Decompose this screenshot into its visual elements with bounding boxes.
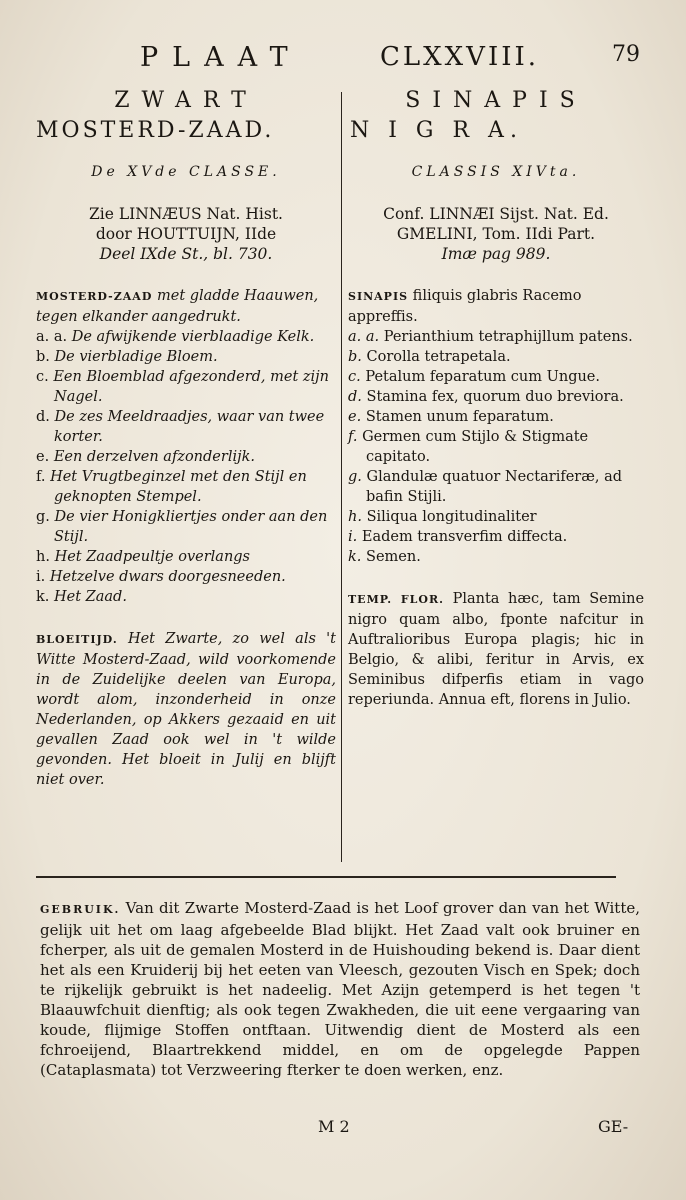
list-item: f. Germen cum Stijlo & Stigmate capitato. [348,429,589,465]
dutch-class: De XVde CLASSE. [91,164,281,180]
latin-class: CLASSIS XIVta. [411,164,581,180]
list-item: d. De zes Meeldraadjes, waar van twee korter. [36,409,325,445]
list-item: g. Glandulæ quatuor Nectariferæ, ad bafin Stijli. [348,469,623,505]
list-item: g. De vier Honigkliertjes onder aan den Stijl. [36,509,328,545]
list-item: h. Siliqua longitudinaliter [348,509,537,525]
latin-reference-line3: Imæ pag 989. [441,245,551,263]
list-item: i. Eadem transverfim diffecta. [348,529,568,545]
usage-lead: GEBRUIK. [40,903,121,916]
latin-flowering-text: Planta hæc, tam Semine nigro quam albo, fponte nafcitur in Auftralioribus Europa plagis; hic in Belgio, & alibi, feritur in Arvis, ex Seminibus difperfis etiam in vago reperiunda. Annua eft, florens in Julio. [348,591,645,708]
latin-column [348,86,644,710]
latin-title-line2: N I G R A. [350,118,523,143]
dutch-reference-line2: door HOUTTUIJN, IIde [95,225,277,243]
dutch-description [36,286,336,327]
dutch-reference-line3: Deel IXde St., bl. 730. [99,245,273,263]
list-item: h. Het Zaadpeultje overlangs [36,549,251,565]
latin-reference-line2: GMELINI, Tom. IIdi Part. [396,225,596,243]
list-item: f. Het Vrugtbeginzel met den Stijl en geknopten Stempel. [36,469,307,505]
column-divider [341,92,342,862]
list-item: c. Petalum feparatum cum Ungue. [348,369,600,385]
list-item: a. a. Perianthium tetraphijllum patens. [348,329,633,345]
list-item: k. Semen. [348,549,421,565]
latin-flowering-lead: TEMP. FLOR. [348,593,444,606]
dutch-description-text: met gladde Haauwen, tegen elkander aangedrukt. [36,288,319,325]
page-footer [0,1117,686,1141]
list-item: i. Hetzelve dwars doorgesneeden. [36,569,286,585]
latin-description [348,286,644,327]
usage-paragraph [40,898,640,1080]
list-item: d. Stamina fex, quorum duo breviora. [348,389,624,405]
dutch-legend-list [36,327,336,607]
dutch-flowering-lead: BLOEITIJD. [36,633,118,646]
list-item: b. De vierbladige Bloem. [36,349,218,365]
dutch-title-line1: ZWART [114,88,258,113]
page-number: 79 [612,42,640,67]
list-item: b. Corolla tetrapetala. [348,349,511,365]
latin-flowering [348,589,644,710]
latin-legend-list [348,327,644,567]
list-item: c. Een Bloemblad afgezonderd, met zijn Nagel. [36,369,330,405]
plate-label: PLAAT [140,42,302,73]
dutch-flowering [36,629,336,790]
dutch-flowering-text: Het Zwarte, zo wel als 't Witte Mosterd-Zaad, wild voorkomende in de Zuidelijke deelen van Europa, wordt alom, inzonderheid in onze Nederlanden, op Akkers gezaaid en uit gevallen Zaad ook wel in 't wilde gevonden. Het bloeit in Julij en blijft niet over. [36,631,336,788]
running-header [0,42,686,82]
usage-text: Van dit Zwarte Mosterd-Zaad is het Loof grover dan van het Witte, gelijk uit het om laag afgebeelde Blad blijkt. Het Zaad valt ook bruiner en fcherper, als uit de gemalen Mosterd in de Huishouding bekend is. Daar dient het als een Kruiderij bij het eeten van Vleesch, gezouten Visch en Spek; doch te rijkelijk gebruikt is het nadeelig. Met Azijn getemperd is het tegen 't Blaauwfchuit dienftig; als ook tegen Zwakheden, die uit eene vergaaring van koude, flijmige Stoffen ontftaan. Uitwendig dient de Mosterd als een fchroeijend, Blaartrekkend middel, en om de opgelegde Pappen (Cataplasmata) tot Verzweering fterker te doen werken, enz. [40,899,640,1079]
list-item: k. Het Zaad. [36,589,127,605]
section-rule [36,876,616,878]
dutch-reference [36,204,336,264]
latin-description-text: filiquis glabris Racemo appreffis. [348,288,582,325]
dutch-column [36,86,336,790]
latin-description-lead: SINAPIS [348,290,409,303]
latin-reference [348,204,644,264]
dutch-reference-line1: Zie LINNÆUS Nat. Hist. [89,205,283,223]
plate-number: CLXXVIII. [380,42,540,72]
signature-mark: M 2 [318,1117,350,1136]
catchword: GE- [598,1117,629,1136]
list-item: a. a. De afwijkende vierblaadige Kelk. [36,329,315,345]
list-item: e. Een derzelven afzonderlijk. [36,449,255,465]
latin-reference-line1: Conf. LINNÆI Sijst. Nat. Ed. [383,205,609,223]
list-item: e. Stamen unum feparatum. [348,409,554,425]
dutch-title-line2: MOSTERD-ZAAD. [36,118,275,143]
latin-title-line1: SINAPIS [405,88,587,113]
dutch-description-lead: MOSTERD-ZAAD [36,290,153,303]
